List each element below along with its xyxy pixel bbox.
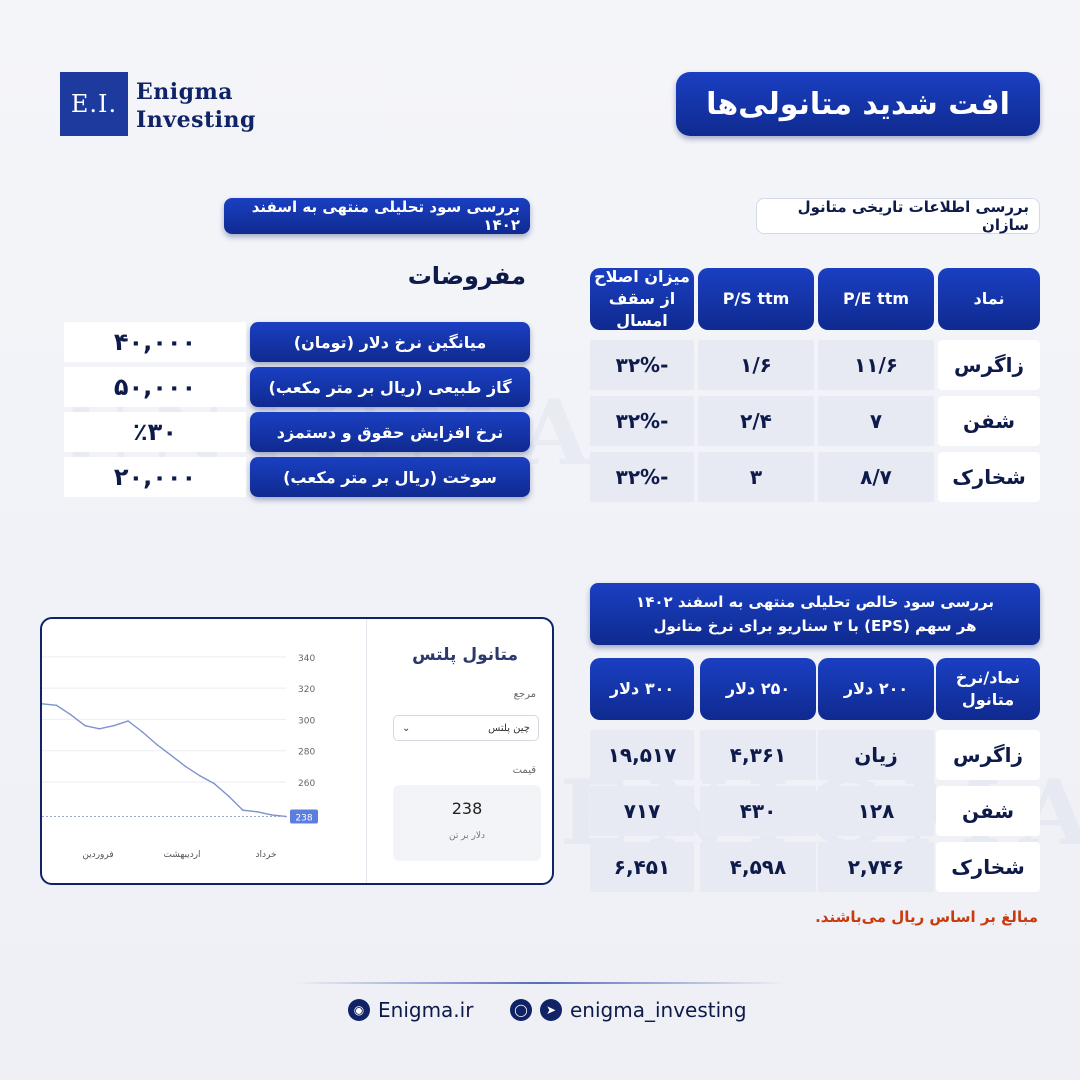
historical-header-cell: نماد (938, 268, 1040, 330)
brand-name-line2: Investing (136, 107, 256, 133)
footer-website[interactable] (348, 998, 473, 1022)
data-point (113, 725, 115, 727)
eps-tag-line1: بررسی سود خالص تحلیلی منتهی به اسفند ۱۴۰۲ (636, 593, 994, 611)
eps-header-cell: ۲۰۰ دلار (818, 658, 934, 720)
historical-cell: ۳ (698, 452, 814, 502)
historical-row-symbol: زاگرس (938, 340, 1040, 390)
eps-row-symbol: شخارک (936, 842, 1040, 892)
historical-cell: ۱۱/۶ (818, 340, 934, 390)
page-title: افت شدید متانولی‌ها (676, 72, 1040, 136)
assumption-label: گاز طبیعی (ریال بر متر مکعب) (250, 367, 530, 407)
assumptions-section-tag: بررسی سود تحلیلی منتهی به اسفند ۱۴۰۲ (224, 198, 530, 234)
assumption-value: ٪۳۰ (64, 412, 246, 452)
eps-cell: زیان (818, 730, 934, 780)
y-tick-label: 300 (298, 716, 316, 727)
historical-cell: -۳۲% (590, 396, 694, 446)
website-link: Enigma.ir (378, 998, 474, 1022)
data-point (199, 775, 201, 777)
historical-row-symbol: شفن (938, 396, 1040, 446)
brand-name (136, 78, 256, 134)
data-point (285, 816, 287, 818)
data-point (185, 766, 187, 768)
data-point (256, 811, 258, 813)
eps-header-cell: نماد/نرخ متانول (936, 658, 1040, 720)
eps-cell: ۶,۴۵۱ (590, 842, 694, 892)
series-line (42, 704, 286, 817)
data-point (242, 809, 244, 811)
eps-cell: ۱۲۸ (818, 786, 934, 836)
data-point (56, 705, 58, 707)
assumption-label: نرخ افزایش حقوق و دستمزد (250, 412, 530, 452)
eps-cell: ۱۹,۵۱۷ (590, 730, 694, 780)
price-line-chart (42, 619, 366, 883)
eps-cell: ۴,۳۶۱ (700, 730, 816, 780)
eps-cell: ۲,۷۴۶ (818, 842, 934, 892)
reference-label: مرجع (513, 689, 536, 700)
eps-row-symbol: شفن (936, 786, 1040, 836)
currency-note: مبالغ بر اساس ریال می‌باشند. (815, 908, 1038, 926)
price-unit: دلار بر تن (448, 831, 486, 841)
globe-icon: ◉ (348, 999, 370, 1021)
historical-cell: -۳۲% (590, 452, 694, 502)
data-point (127, 720, 129, 722)
eps-cell: ۴,۵۹۸ (700, 842, 816, 892)
data-point (142, 731, 144, 733)
assumption-value: ۲۰,۰۰۰ (64, 457, 246, 497)
methanol-info-panel (366, 619, 554, 883)
chevron-down-icon: ⌄ (402, 722, 411, 734)
brand-name-line1: Enigma (136, 79, 234, 105)
assumption-label: سوخت (ریال بر متر مکعب) (250, 457, 530, 497)
data-point (156, 744, 158, 746)
assumption-label: میانگین نرخ دلار (تومان) (250, 322, 530, 362)
y-tick-label: 320 (298, 685, 316, 696)
data-point (70, 714, 72, 716)
x-tick-label: خرداد (255, 850, 277, 860)
x-tick-label: اردیبهشت (163, 850, 201, 860)
logo-badge: E.I. (60, 72, 128, 136)
instagram-icon: ◯ (510, 999, 532, 1021)
y-tick-label: 260 (298, 779, 316, 790)
data-point (84, 725, 86, 727)
telegram-icon: ➤ (540, 999, 562, 1021)
historical-header-cell: P/S ttm (698, 268, 814, 330)
data-point (99, 728, 101, 730)
eps-cell: ۷۱۷ (590, 786, 694, 836)
social-handle: enigma_investing (570, 998, 747, 1022)
historical-header-cell: میزان اصلاح از سقف امسال (590, 268, 694, 330)
data-point (213, 783, 215, 785)
price-chart (42, 619, 366, 883)
eps-header-cell: ۳۰۰ دلار (590, 658, 694, 720)
historical-cell: ۸/۷ (818, 452, 934, 502)
assumption-value: ۴۰,۰۰۰ (64, 322, 246, 362)
data-point (271, 814, 273, 816)
methanol-chart-card (40, 617, 554, 885)
data-point (228, 795, 230, 797)
historical-cell: -۳۲% (590, 340, 694, 390)
eps-cell: ۴۳۰ (700, 786, 816, 836)
y-tick-label: 340 (298, 653, 316, 664)
historical-cell: ۲/۴ (698, 396, 814, 446)
data-point (170, 755, 172, 757)
historical-section-tag: بررسی اطلاعات تاریخی متانول سازان (756, 198, 1040, 234)
price-label: قیمت (512, 765, 536, 776)
price-value: 238 (451, 799, 483, 818)
methanol-card-title: متانول پلتس (412, 645, 518, 665)
last-value-label: 238 (295, 813, 313, 824)
reference-select[interactable] (393, 715, 539, 741)
x-tick-label: فروردین (82, 850, 114, 860)
eps-header-cell: ۲۵۰ دلار (700, 658, 816, 720)
footer-divider (294, 982, 786, 984)
reference-select-value: چین پلتس (488, 722, 530, 734)
footer-social[interactable] (510, 998, 747, 1022)
eps-section-tag (590, 583, 1040, 645)
historical-row-symbol: شخارک (938, 452, 1040, 502)
historical-cell: ۷ (818, 396, 934, 446)
assumption-value: ۵۰,۰۰۰ (64, 367, 246, 407)
assumptions-title: مفروضات (407, 262, 526, 290)
eps-row-symbol: زاگرس (936, 730, 1040, 780)
historical-header-cell: P/E ttm (818, 268, 934, 330)
eps-tag-line2: هر سهم (EPS) با ۳ سناریو برای نرخ متانول (653, 617, 977, 635)
price-box (393, 785, 541, 861)
y-tick-label: 280 (298, 747, 316, 758)
historical-cell: ۱/۶ (698, 340, 814, 390)
